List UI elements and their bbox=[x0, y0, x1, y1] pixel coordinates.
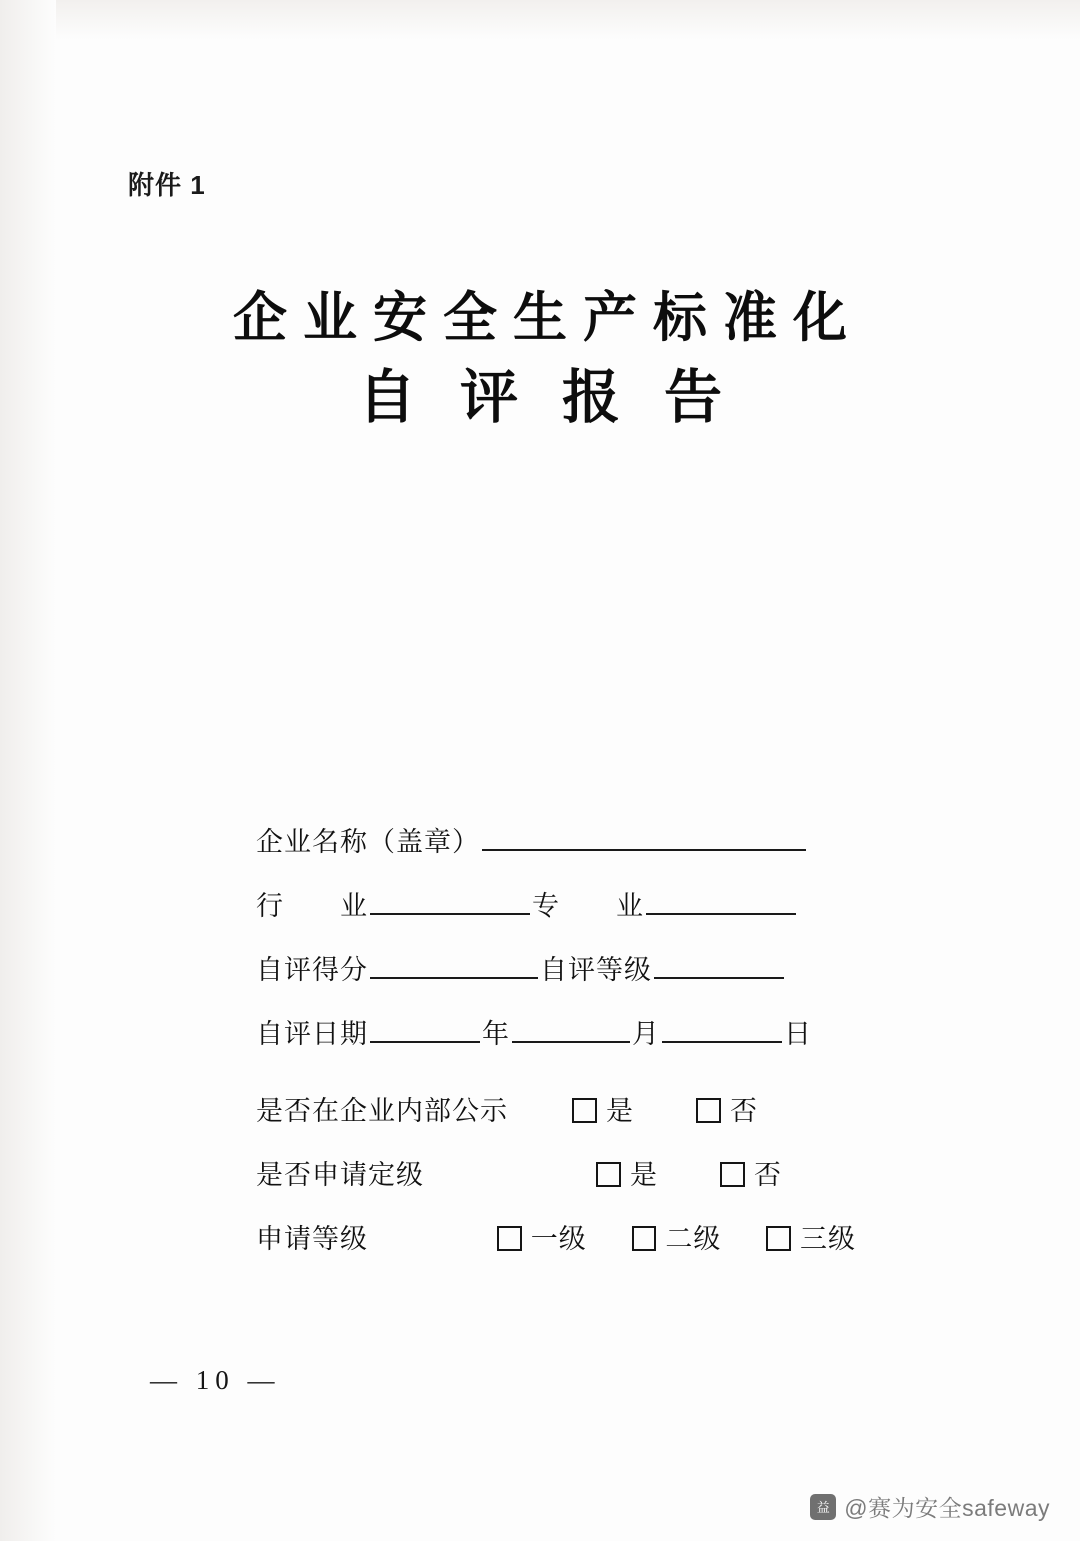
apply-level-label: 申请等级 bbox=[256, 1223, 368, 1254]
self-grade-label: 自评等级 bbox=[540, 955, 652, 985]
apply-grading-no-checkbox[interactable] bbox=[720, 1162, 745, 1187]
self-score-input[interactable] bbox=[370, 951, 538, 979]
public-notice-no-checkbox[interactable] bbox=[696, 1098, 721, 1123]
public-notice-label: 是否在企业内部公示 bbox=[256, 1095, 508, 1126]
form-fields bbox=[256, 820, 856, 1268]
month-input[interactable] bbox=[512, 1015, 630, 1043]
title-line-2: 自评报告 bbox=[357, 364, 766, 430]
attachment-label: 附件 1 bbox=[128, 170, 206, 200]
field-company-name bbox=[256, 820, 856, 884]
scan-edge-top bbox=[0, 0, 1080, 40]
field-apply-level bbox=[256, 1204, 856, 1268]
field-score-grade bbox=[256, 948, 856, 1012]
apply-grading-yes-checkbox[interactable] bbox=[596, 1162, 621, 1187]
field-public-notice bbox=[256, 1076, 856, 1140]
self-grade-input[interactable] bbox=[654, 951, 784, 979]
watermark-logo-icon: 益 bbox=[810, 1494, 836, 1520]
year-unit-label: 年 bbox=[482, 1019, 510, 1049]
public-notice-yes-label: 是 bbox=[606, 1095, 634, 1126]
field-apply-grading bbox=[256, 1140, 856, 1204]
company-name-label: 企业名称（盖章） bbox=[256, 827, 480, 857]
self-date-label: 自评日期 bbox=[256, 1019, 368, 1049]
apply-grading-no-label: 否 bbox=[754, 1159, 782, 1190]
scan-edge-left bbox=[0, 0, 56, 1541]
company-name-input[interactable] bbox=[482, 823, 806, 851]
industry-input[interactable] bbox=[370, 887, 530, 915]
year-input[interactable] bbox=[370, 1015, 480, 1043]
title-line-1: 企业安全生产标准化 bbox=[233, 288, 863, 348]
watermark bbox=[810, 1490, 1050, 1523]
page-number: — 10 — bbox=[150, 1365, 281, 1395]
apply-level-3-checkbox[interactable] bbox=[766, 1226, 791, 1251]
apply-level-2-checkbox[interactable] bbox=[632, 1226, 657, 1251]
apply-grading-label: 是否申请定级 bbox=[256, 1159, 424, 1190]
major-input[interactable] bbox=[646, 887, 796, 915]
major-label: 专 业 bbox=[532, 891, 644, 921]
apply-level-1-label: 一级 bbox=[530, 1223, 587, 1254]
apply-level-2-label: 二级 bbox=[665, 1223, 722, 1254]
watermark-text: @赛为安全safeway bbox=[844, 1495, 1050, 1521]
apply-level-1-checkbox[interactable] bbox=[497, 1226, 522, 1251]
self-score-label: 自评得分 bbox=[256, 955, 368, 985]
apply-level-3-label: 三级 bbox=[799, 1223, 856, 1254]
public-notice-no-label: 否 bbox=[730, 1095, 758, 1126]
field-industry-major bbox=[256, 884, 856, 948]
day-unit-label: 日 bbox=[784, 1019, 812, 1049]
industry-label: 行 业 bbox=[256, 891, 368, 921]
public-notice-yes-checkbox[interactable] bbox=[572, 1098, 597, 1123]
document-title bbox=[0, 285, 1080, 442]
apply-grading-yes-label: 是 bbox=[630, 1159, 658, 1190]
month-unit-label: 月 bbox=[632, 1019, 660, 1049]
day-input[interactable] bbox=[662, 1015, 782, 1043]
field-self-date bbox=[256, 1012, 856, 1076]
